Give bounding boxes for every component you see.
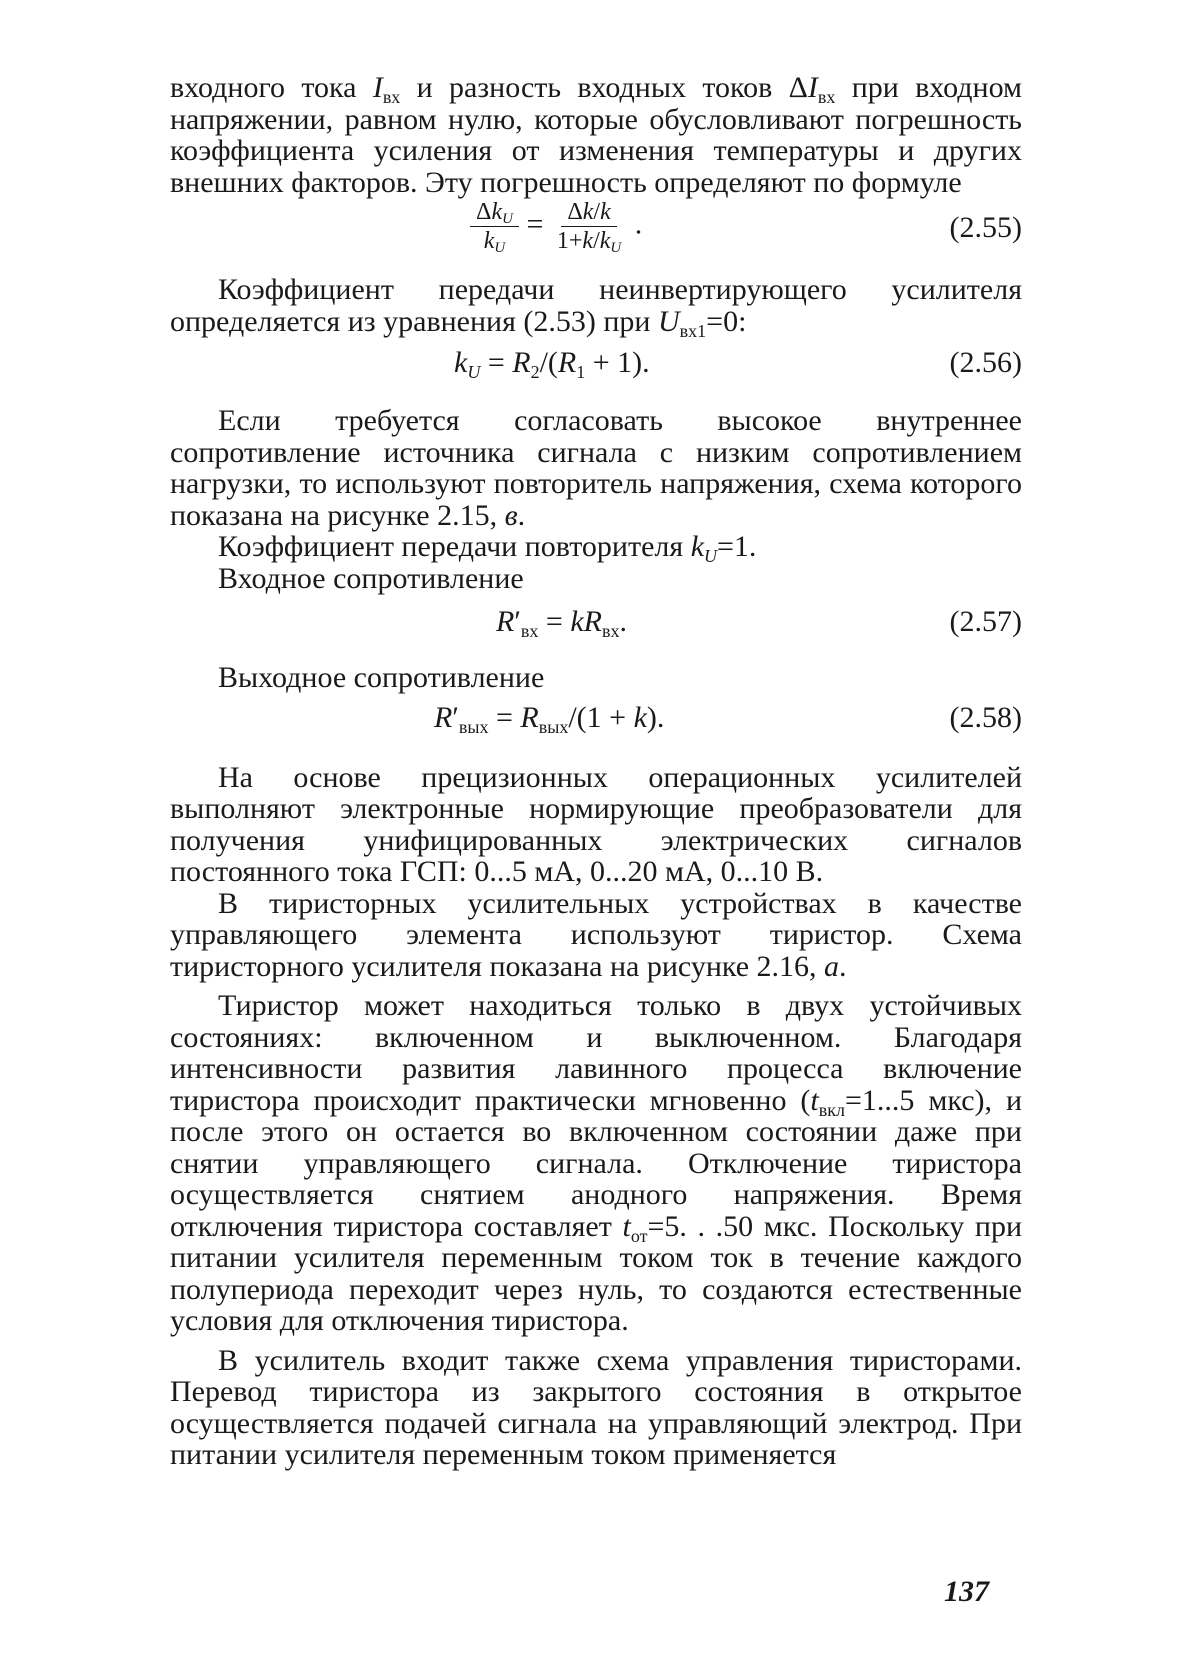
equation-2-56-body: $k_U = R_2/(R_1 + 1)$.: [454, 346, 650, 382]
paragraph-3: Если требуется согласовать высокое внутреннее сопротивление источника сигнала с низким сопротивлением нагрузки, то используют повторитель напряжения, схема которого показана на рисунке 2.15, в.: [170, 404, 1022, 532]
paragraph-6: Выходное сопротивление: [218, 661, 545, 694]
paragraph-7: На основе прецизионных операционных усилителей выполняют электронные нормирующие преобразователи для получения унифицированных электрических сигналов постоянного тока ГСП: 0...5 мА, 0...20 мА, 0...10 В.: [170, 760, 1022, 888]
paragraph-10: В усилитель входит также схема управления тиристорами. Перевод тиристора из закрытого состояния в открытое осуществляется подачей сигнала на управляющий электрод. При питании усилителя переменным током применяется: [170, 1343, 1022, 1471]
paragraph-5: Входное сопротивление: [218, 561, 524, 595]
equation-2-57-body: $R'_{вх} = kR_{вх}$.: [496, 605, 627, 641]
equation-number: (2.57): [949, 605, 1022, 638]
body-text: [170, 72, 1022, 1471]
paragraph-8: В тиристорных усилительных устройствах в качестве управляющего элемента используют тиристор. Схема тиристорного усилителя показана на рисунке 2.16, а.: [170, 886, 1022, 983]
equation-2-56: [170, 341, 1022, 387]
equation-2-58: [170, 698, 1022, 744]
equation-number: (2.55): [949, 211, 1022, 244]
equation-2-55: [170, 198, 1022, 264]
paragraph-2: Коэффициент передачи неинвертирующего усилителя определяется из уравнения (2.53) при $U_{вх1}=0$:: [170, 273, 1022, 341]
paragraph-1: входного тока $I_{вх}$ и разность входных токов $\Delta I_{вх}$ при входном напряжении, равном нулю, которые обусловливают погрешность коэффициента усиления от изменения температуры и других внешних факторов. Эту погрешность определяют по формуле: [170, 71, 1022, 199]
equation-2-58-body: $R'_{вых} = R_{вых}/(1 + k)$.: [434, 700, 665, 737]
equation-number: (2.58): [949, 700, 1022, 734]
paragraph-9: Тиристор может находиться только в двух устойчивых состояниях: включенном и выключенном. Благодаря интенсивности развития лавинного процесса включение тиристора происходит практически мгновенно ($t_{вкл}=1...5$ мкс), и после этого он остается во включенном состоянии даже при снятии управляющего сигнала. Отключение тиристора осуществляется снятием анодного напряжения. Время отключения тиристора составляет $t_{от}=5$. . .50 мкс. Поскольку при питании усилителя переменным током ток в течение каждого полупериода переходит через нуль, то создаются естественные условия для отключения тиристора.: [170, 989, 1023, 1337]
paragraph-4: Коэффициент передачи повторителя $k_U=1$.: [218, 530, 757, 566]
equation-2-55-body: $\Delta k_U$ $k_U$ = $\frac{\Delta k/k}{1+k/k_U}$ .: [470, 198, 642, 255]
equation-number: (2.56): [949, 346, 1022, 379]
equation-2-57: [170, 598, 1022, 644]
page-number: 137: [944, 1575, 989, 1608]
